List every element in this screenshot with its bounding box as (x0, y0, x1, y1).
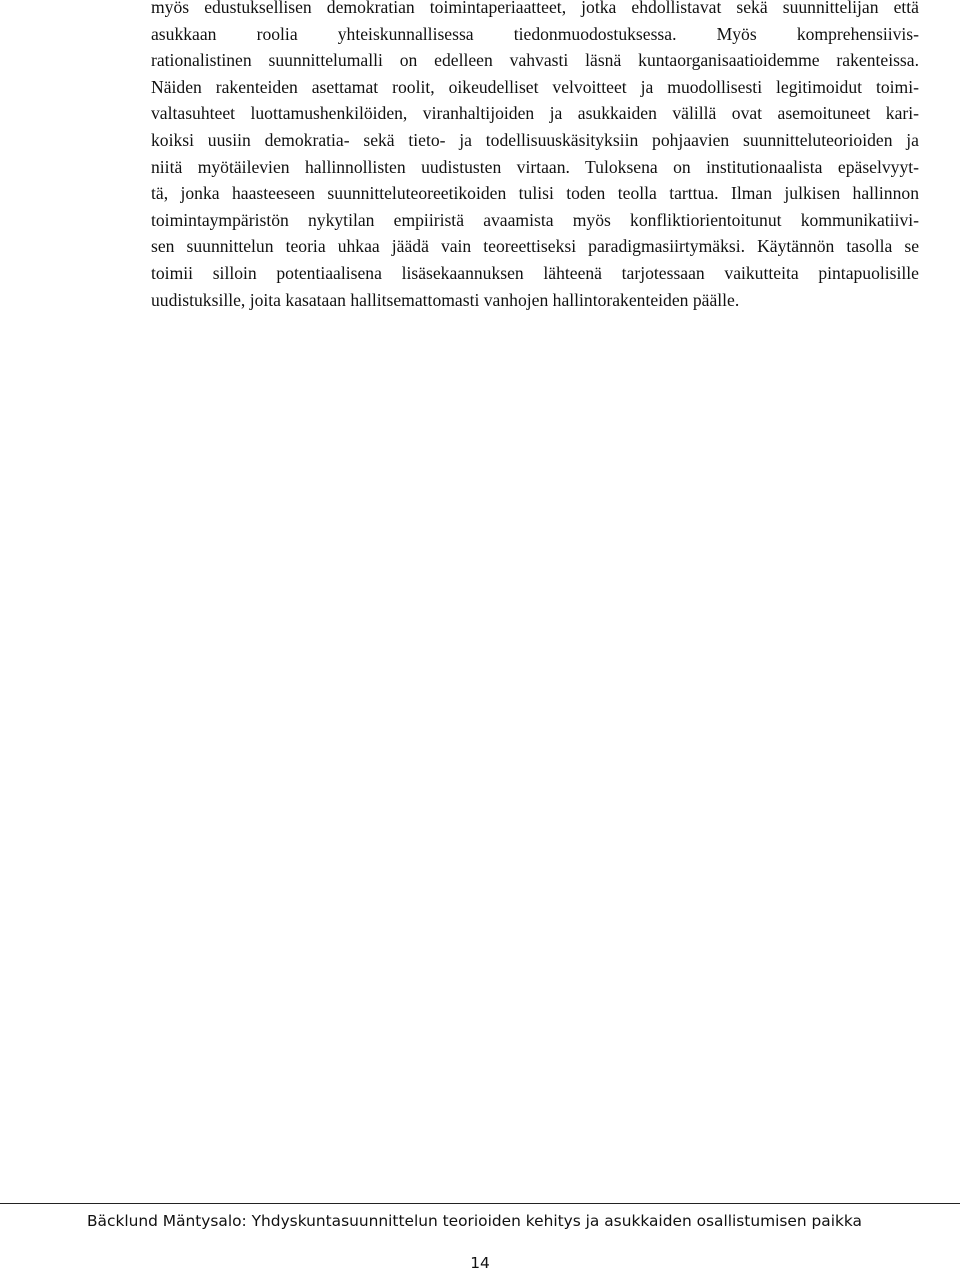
text-line: toimintaympäristön nykytilan empiiristä avaamista myös konfliktiorientoitunut kommunikatiivi- (151, 209, 919, 230)
text-line: valtasuhteet luottamushenkilöiden, viranhaltijoiden ja asukkaiden välillä ovat asemoituneet kari- (151, 103, 919, 124)
text-line: uudistuksille, joita kasataan hallitsemattomasti vanhojen hallintorakenteiden päälle. (151, 289, 740, 310)
text-line: koiksi uusiin demokratia- sekä tieto- ja todellisuuskäsityksiin pohjaavien suunnitteluteorioiden ja (151, 129, 919, 150)
footer-divider (0, 1203, 960, 1204)
text-line: rationalistinen suunnittelumalli on edelleen vahvasti läsnä kuntaorganisaatioidemme rakenteissa. (151, 50, 919, 71)
footer-title: Bäcklund Mäntysalo: Yhdyskuntasuunnittelun teorioiden kehitys ja asukkaiden osallistumisen paikka (87, 1212, 862, 1230)
text-line: tä, jonka haasteeseen suunnitteluteoreetikoiden tulisi toden teolla tarttua. Ilman julkisen hallinnon (151, 183, 919, 204)
text-line: Näiden rakenteiden asettamat roolit, oikeudelliset velvoitteet ja muodollisesti legitimoidut toimi- (151, 76, 919, 97)
text-line: myös edustuksellisen demokratian toimintaperiaatteet, jotka ehdollistavat sekä suunnittelijan että (151, 0, 919, 17)
text-line: niitä myötäilevien hallinnollisten uudistusten virtaan. Tuloksena on institutionaalista epäselvyyt- (151, 156, 919, 177)
text-line: toimii silloin potentiaalisena lisäsekaannuksen lähteenä tarjotessaan vaikutteita pintapuolisille (151, 262, 919, 283)
body-paragraph (151, 0, 919, 313)
text-line: asukkaan roolia yhteiskunnallisessa tiedonmuodostuksessa. Myös komprehensiivis- (151, 23, 919, 44)
page-number: 14 (470, 1254, 490, 1272)
text-line: sen suunnittelun teoria uhkaa jäädä vain teoreettiseksi paradigmasiirtymäksi. Käytännön tasolla se (151, 236, 919, 257)
